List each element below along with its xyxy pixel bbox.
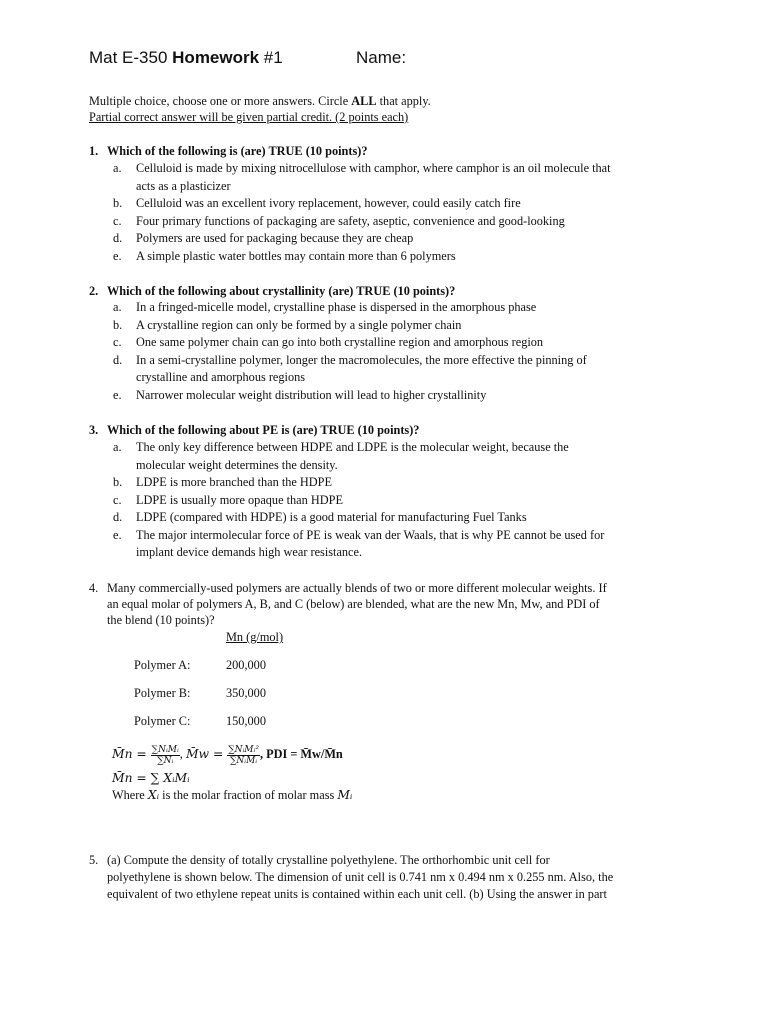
question-4-number: 4.	[89, 581, 99, 595]
mw-denominator: ∑NᵢMᵢ	[229, 755, 258, 766]
question-5-line-3: equivalent of two ethylene repeat units is contained within each unit cell. (b) Using the answer in part	[107, 887, 607, 901]
mw-numerator: ∑NᵢMᵢ²	[228, 744, 259, 755]
where-xi: Xᵢ	[147, 788, 160, 802]
mn-lhs: M̄n =	[112, 747, 151, 761]
question-2-number: 2.	[89, 284, 99, 298]
q1-option-letter: c.	[113, 213, 122, 228]
question-5-line-2: polyethylene is shown below. The dimension of unit cell is 0.741 nm x 0.494 nm x 0.255 nm. Also, the	[107, 870, 614, 884]
q1-option-letter: d.	[113, 231, 123, 245]
mn-table-header-text: Mn (g/mol)	[226, 630, 284, 644]
question-4-line-1: Many commercially-used polymers are actually blends of two or more different molecular weights. If	[107, 581, 607, 595]
q2-option-text: In a fringed-micelle model, crystalline phase is dispersed in the amorphous phase	[136, 300, 537, 314]
q1-option-text: Celluloid is made by mixing nitrocellulose with camphor, where camphor is an oil molecule that	[136, 161, 611, 175]
q2-option-letter: b.	[113, 317, 123, 332]
q1-option-text: Polymers are used for packaging because they are cheap	[136, 231, 414, 245]
course-code: Mat E-350	[89, 48, 173, 67]
question-5-line-1: (a) Compute the density of totally crystalline polyethylene. The orthorhombic unit cell for	[107, 853, 550, 867]
q1-option-letter: a.	[113, 161, 122, 175]
polymer-b-value: 350,000	[226, 686, 266, 700]
question-4-line-3: the blend (10 points)?	[107, 613, 215, 627]
homework-label: Homework	[172, 48, 260, 67]
polymer-b-name: Polymer B:	[134, 686, 191, 700]
question-2-text: Which of the following about crystallinity (are) TRUE (10 points)?	[107, 284, 456, 298]
question-3-text: Which of the following about PE is (are) TRUE (10 points)?	[107, 423, 420, 437]
polymer-c-name: Polymer C:	[134, 714, 191, 728]
q3-option-text: LDPE is usually more opaque than HDPE	[136, 492, 343, 507]
name-label: Name:	[356, 48, 407, 67]
q1-option-letter: b.	[113, 196, 123, 210]
instructions-text: Multiple choice, choose one or more answers. Circle	[89, 94, 352, 108]
polymer-c-value: 150,000	[226, 714, 266, 728]
q2-option-letter: a.	[113, 300, 122, 314]
q3-option-text: LDPE is more branched than the HDPE	[136, 475, 333, 489]
q3-option-letter: c.	[113, 492, 122, 507]
q1-option-letter: e.	[113, 248, 122, 263]
instructions-all: ALL	[351, 94, 377, 108]
mn-mw-pdi-formula	[112, 743, 343, 766]
q1-option-text: acts as a plasticizer	[136, 178, 231, 193]
q2-option-text: One same polymer chain can go into both crystalline region and amorphous region	[136, 335, 544, 349]
question-1-number: 1.	[89, 144, 99, 158]
homework-number: #1	[259, 48, 283, 67]
where-mi: Mᵢ	[337, 788, 353, 802]
q3-option-letter: e.	[113, 527, 122, 542]
where-mid: is the molar fraction of molar mass	[159, 788, 338, 802]
mw-fraction	[227, 745, 260, 766]
q3-option-text: implant device demands high wear resistance.	[136, 545, 363, 559]
q2-option-text: Narrower molecular weight distribution will lead to higher crystallinity	[136, 387, 487, 402]
q1-option-text: Celluloid was an excellent ivory replacement, however, could easily catch fire	[136, 196, 521, 210]
mw-lhs: M̄w =	[185, 747, 228, 761]
q2-option-letter: e.	[113, 387, 122, 402]
instructions-line-1	[89, 94, 431, 109]
question-3-number: 3.	[89, 423, 99, 437]
q3-option-letter: d.	[113, 510, 123, 524]
question-5-number: 5.	[89, 853, 99, 867]
polymer-a-name: Polymer A:	[134, 658, 191, 672]
pdi-formula: , PDI = M̄w/M̄n	[259, 747, 343, 761]
q3-option-text: The major intermolecular force of PE is weak van der Waals, that is why PE cannot be used for	[136, 527, 605, 542]
q2-option-text: crystalline and amorphous regions	[136, 370, 306, 384]
q3-option-letter: a.	[113, 440, 122, 454]
where-text: Where	[112, 788, 148, 802]
q3-option-text: The only key difference between HDPE and LDPE is the molecular weight, because the	[136, 440, 569, 454]
question-1-text: Which of the following is (are) TRUE (10 points)?	[107, 144, 368, 158]
mn-denominator: ∑Nᵢ	[157, 755, 174, 766]
instructions-line-2: Partial correct answer will be given partial credit. (2 points each)	[89, 110, 409, 124]
homework-title	[89, 48, 283, 68]
mn-fraction	[151, 745, 180, 766]
q1-option-text: Four primary functions of packaging are safety, aseptic, convenience and good-looking	[136, 213, 565, 228]
mn-numerator: ∑NᵢMᵢ	[151, 744, 179, 755]
formula-separator: ,	[179, 747, 186, 761]
q3-option-text: molecular weight determines the density.	[136, 457, 338, 472]
mn-table-header	[226, 630, 316, 645]
instructions-text-end: that apply.	[376, 94, 431, 108]
q2-option-letter: d.	[113, 352, 123, 367]
q2-option-letter: c.	[113, 335, 122, 349]
q3-option-text: LDPE (compared with HDPE) is a good material for manufacturing Fuel Tanks	[136, 510, 527, 524]
q3-option-letter: b.	[113, 475, 123, 489]
q1-option-text: A simple plastic water bottles may contain more than 6 polymers	[136, 248, 456, 263]
q2-option-text: A crystalline region can only be formed by a single polymer chain	[136, 317, 462, 332]
question-4-line-2: an equal molar of polymers A, B, and C (below) are blended, what are the new Mn, Mw, and PDI of	[107, 597, 600, 611]
mn-sum-formula: M̄n = ∑ XᵢMᵢ	[112, 771, 190, 785]
molar-fraction-note	[112, 788, 352, 803]
q2-option-text: In a semi-crystalline polymer, longer the macromolecules, the more effective the pinning of	[136, 352, 587, 367]
polymer-a-value: 200,000	[226, 658, 266, 672]
